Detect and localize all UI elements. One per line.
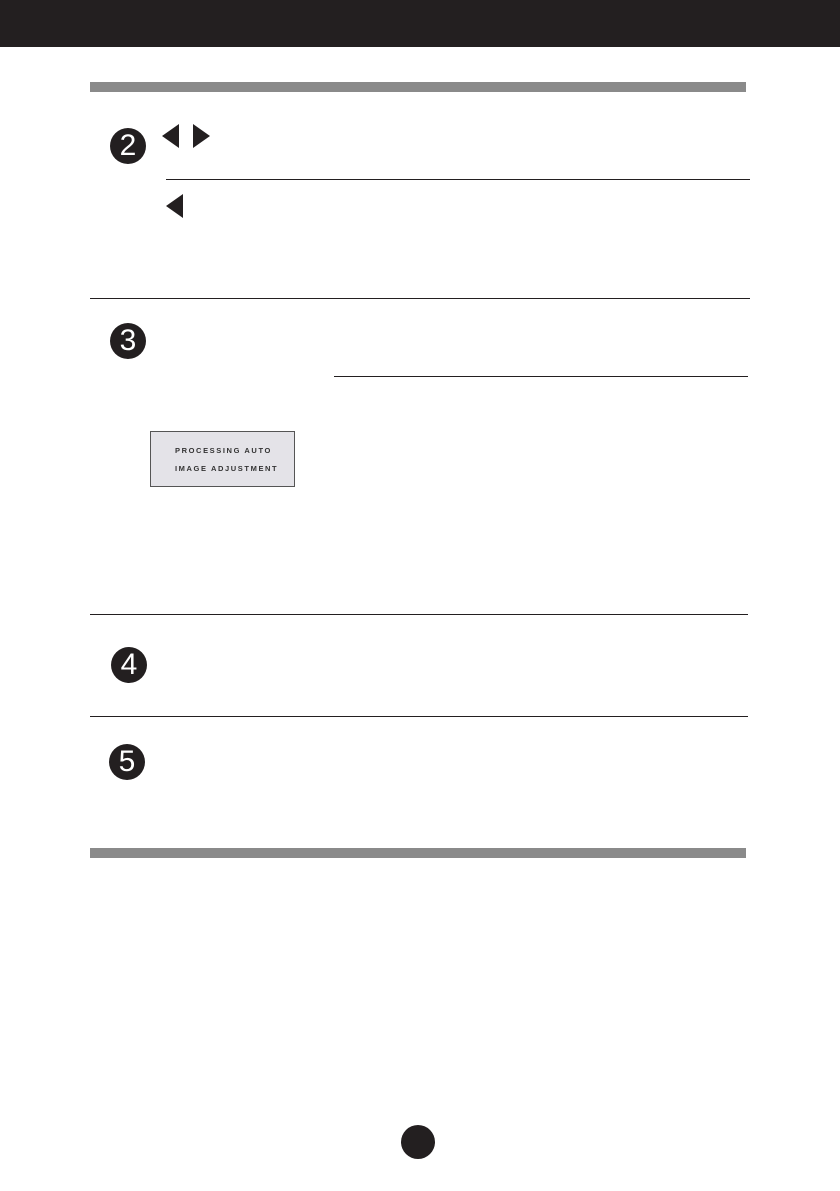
header-band: [0, 0, 840, 47]
left-arrow-icon: [166, 194, 183, 218]
left-arrow-icon: [162, 124, 179, 148]
section-divider: [90, 614, 748, 615]
section-bottom-rule: [90, 848, 746, 858]
right-arrow-icon: [193, 124, 210, 148]
step-3-number-icon: 3: [110, 323, 146, 359]
section-divider: [90, 716, 748, 717]
osd-message-box: [150, 431, 295, 487]
osd-message-line-1: PROCESSING AUTO: [175, 446, 272, 455]
section-divider: [90, 298, 750, 299]
step-2-number-icon: 2: [110, 128, 146, 164]
osd-message-line-2: IMAGE ADJUSTMENT: [175, 464, 279, 473]
page-number-dot: [401, 1125, 435, 1159]
step-4-number-icon: 4: [111, 647, 147, 683]
section-top-rule: [90, 82, 746, 92]
step-3-sub-rule: [334, 376, 748, 377]
step-2-sub-rule: [166, 179, 750, 180]
step-5-number-icon: 5: [109, 744, 145, 780]
